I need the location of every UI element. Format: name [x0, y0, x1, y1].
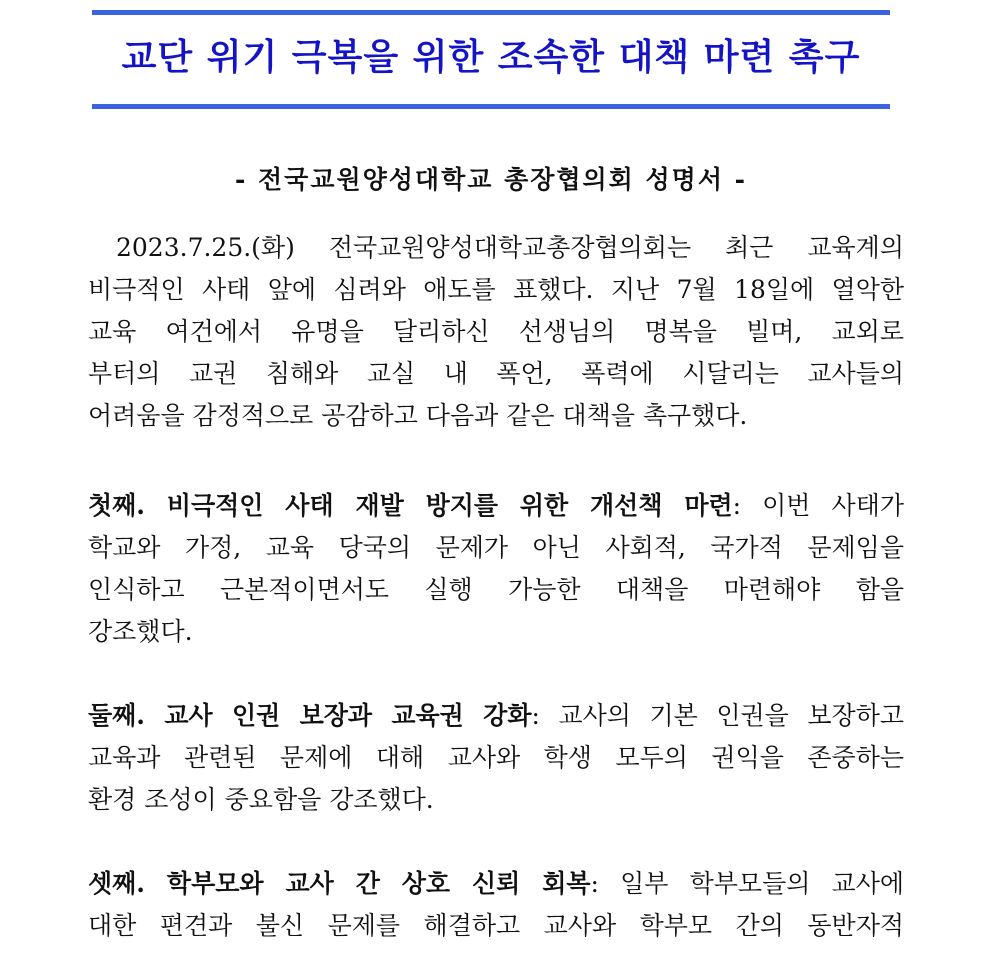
point-second-heading: 둘째. 교사 인권 보장과 교육권 강화 [88, 701, 532, 730]
point-line: 학교와 가정, 교육 당국의 문제가 아닌 사회적, 국가적 문제임을 [88, 533, 904, 562]
point-second-line [88, 695, 904, 737]
point-first-line [88, 485, 904, 527]
point-first-text: : 이번 사태가 [732, 491, 904, 520]
intro-line: 부터의 교권 침해와 교실 내 폭언, 폭력에 시달리는 교사들의 [88, 359, 904, 388]
intro-line: 교육 여건에서 유명을 달리하신 선생님의 명복을 빌며, 교외로 [88, 317, 904, 346]
intro-line: 2023.7.25.(화) 전국교원양성대학교총장협의회는 최근 교육계의 [116, 233, 904, 262]
point-line: 교육과 관련된 문제에 대해 교사와 학생 모두의 권익을 존중하는 [88, 743, 904, 772]
point-third-text: : 일부 학부모들의 교사에 [590, 869, 904, 898]
point-third-paragraph [88, 863, 904, 947]
point-third-heading: 셋째. 학부모와 교사 간 상호 신뢰 회복 [88, 869, 591, 898]
top-rule [92, 10, 890, 15]
point-second-text: : 교사의 기본 인권을 보장하고 [531, 701, 904, 730]
document-subtitle: - 전국교원양성대학교 총장협의회 성명서 - [234, 165, 748, 194]
point-line: 대한 편견과 불신 문제를 해결하고 교사와 학부모 간의 동반자적 [88, 911, 904, 940]
point-first-paragraph [88, 485, 904, 653]
point-third-line [88, 863, 904, 905]
point-line: 인식하고 근본적이면서도 실행 가능한 대책을 마련해야 함을 [88, 575, 904, 604]
document-title: 교단 위기 극복을 위한 조속한 대책 마련 촉구 [121, 37, 861, 78]
intro-line: 비극적인 사태 앞에 심려와 애도를 표했다. 지난 7월 18일에 열악한 [88, 275, 904, 304]
point-second-paragraph [88, 695, 904, 821]
point-first-heading: 첫째. 비극적인 사태 재발 방지를 위한 개선책 마련 [88, 491, 733, 520]
intro-paragraph [88, 227, 904, 437]
point-line: 강조했다. [88, 617, 193, 646]
intro-line: 어려움을 감정적으로 공감하고 다음과 같은 대책을 촉구했다. [88, 401, 748, 430]
bottom-rule [92, 104, 890, 109]
point-line: 환경 조성이 중요함을 강조했다. [88, 785, 434, 814]
